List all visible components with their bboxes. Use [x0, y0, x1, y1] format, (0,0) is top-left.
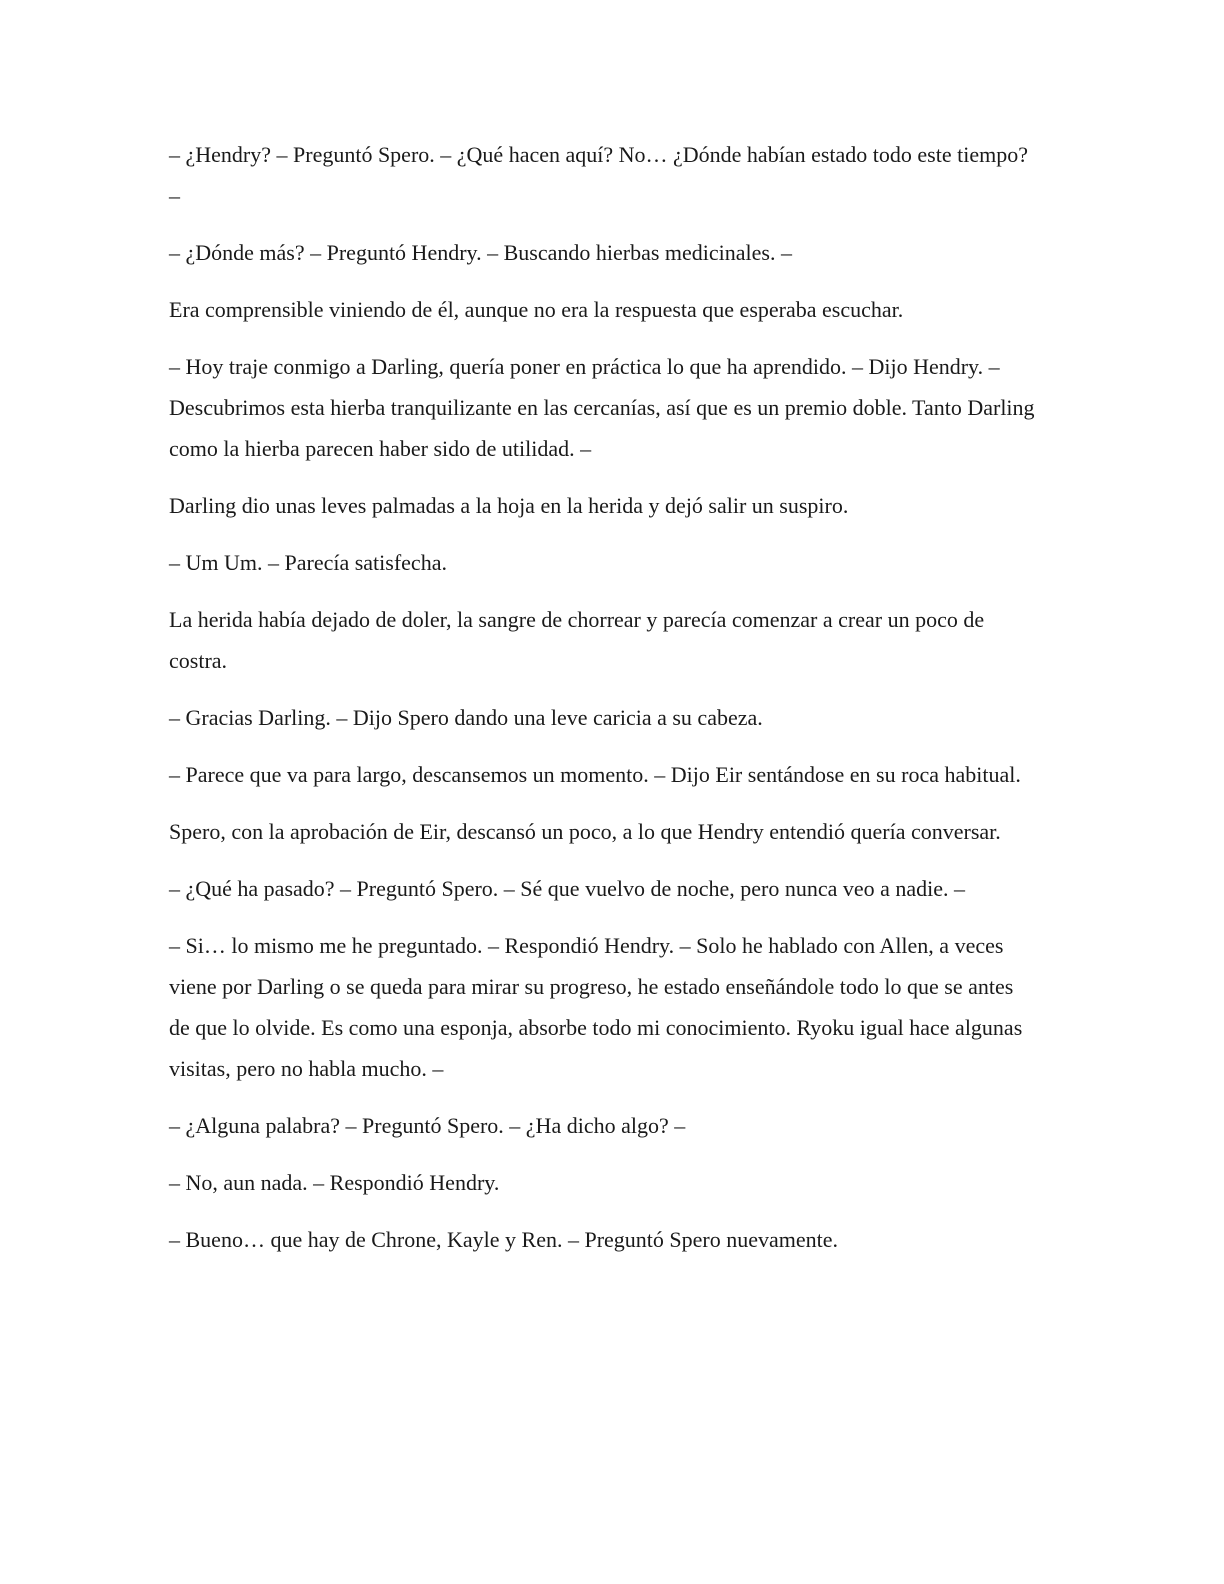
- paragraph: – ¿Qué ha pasado? – Preguntó Spero. – Sé que vuelvo de noche, pero nunca veo a nadie. –: [169, 876, 966, 901]
- paragraph: – Um Um. – Parecía satisfecha.: [169, 550, 447, 575]
- paragraph: La herida había dejado de doler, la sangre de chorrear y parecía comenzar a crear un poco de costra.: [169, 607, 985, 673]
- body-text: [169, 134, 1039, 1276]
- paragraph: Darling dio unas leves palmadas a la hoja en la herida y dejó salir un suspiro.: [169, 493, 849, 518]
- paragraph: – No, aun nada. – Respondió Hendry.: [169, 1170, 500, 1195]
- paragraph: – ¿Hendry? – Preguntó Spero. – ¿Qué hacen aquí? No… ¿Dónde habían estado todo este tiempo? –: [169, 142, 1028, 208]
- paragraph: – Gracias Darling. – Dijo Spero dando una leve caricia a su cabeza.: [169, 705, 763, 730]
- paragraph: – ¿Alguna palabra? – Preguntó Spero. – ¿Ha dicho algo? –: [169, 1113, 686, 1138]
- paragraph: – ¿Dónde más? – Preguntó Hendry. – Buscando hierbas medicinales. –: [169, 240, 792, 265]
- paragraph: – Parece que va para largo, descansemos un momento. – Dijo Eir sentándose en su roca habitual.: [169, 762, 1021, 787]
- paragraph: Spero, con la aprobación de Eir, descansó un poco, a lo que Hendry entendió quería conversar.: [169, 819, 1001, 844]
- paragraph: – Bueno… que hay de Chrone, Kayle y Ren. – Preguntó Spero nuevamente.: [169, 1227, 839, 1252]
- paragraph: – Si… lo mismo me he preguntado. – Respondió Hendry. – Solo he hablado con Allen, a veces viene por Darling o se queda para mirar su progreso, he estado enseñándole todo lo que se antes de que lo olvide. Es como una esponja, absorbe todo mi conocimiento. Ryoku igual hace algunas visitas, pero no habla mucho. –: [169, 933, 1023, 1081]
- paragraph: Era comprensible viniendo de él, aunque no era la respuesta que esperaba escuchar.: [169, 297, 904, 322]
- paragraph: – Hoy traje conmigo a Darling, quería poner en práctica lo que ha aprendido. – Dijo Hendry. – Descubrimos esta hierba tranquilizante en las cercanías, así que es un premio doble. Tanto Darling como la hierba parecen haber sido de utilidad. –: [169, 354, 1035, 461]
